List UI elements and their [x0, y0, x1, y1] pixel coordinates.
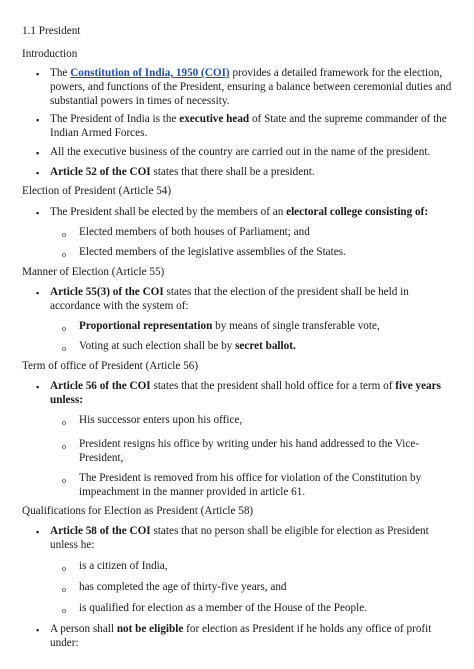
term-bullet-1-line-2 [50, 393, 83, 408]
bullet-marker: ▪ [36, 115, 40, 125]
text: The President shall be elected by the members of an [50, 206, 287, 218]
text: The [50, 67, 71, 79]
manner-sub-1 [79, 319, 380, 334]
heading-qualifications: Qualifications for Election as President (Article 58) [22, 505, 254, 517]
bold-text: Article 55(3) of the COI [50, 286, 164, 298]
text: Voting at such election shall be by [79, 340, 236, 352]
bold-text: Proportional representation [79, 320, 213, 332]
qual-sub-1: is a citizen of India, [79, 560, 168, 572]
text: states that no person shall be eligible for election as President [150, 525, 429, 537]
constitution-link[interactable]: Constitution of India, 1950 (COI) [70, 67, 230, 79]
sub-bullet-marker: o [62, 344, 66, 353]
intro-bullet-1-line-2: powers, and functions of the President, ensuring a balance between ceremonial duties and [50, 81, 452, 93]
heading-introduction: Introduction [22, 48, 78, 60]
election-sub-1: Elected members of both houses of Parliament; and [79, 226, 310, 238]
heading-term: Term of office of President (Article 56) [22, 360, 199, 372]
manner-bullet-1-line-2: accordance with the system of: [50, 300, 189, 312]
manner-bullet-1 [50, 285, 409, 300]
bullet-marker: ▪ [36, 148, 40, 158]
manner-sub-2 [79, 339, 296, 354]
sub-bullet-marker: o [62, 418, 66, 427]
election-bullet-1 [50, 205, 428, 220]
bold-text: Article 52 of the COI [50, 166, 151, 178]
text: The President of India is the [50, 113, 180, 125]
bold-text: electoral college consisting of: [286, 206, 429, 218]
term-bullet-1 [50, 379, 441, 394]
sub-bullet-marker: o [62, 564, 66, 573]
sub-bullet-marker: o [62, 606, 66, 615]
intro-bullet-2 [50, 112, 447, 127]
section-title: 1.1 President [22, 25, 81, 37]
qual-bullet-2 [50, 622, 431, 637]
bold-text: unless: [50, 394, 83, 406]
qual-sub-3: is qualified for election as a member of the House of the People. [79, 602, 367, 614]
text: by means of single transferable vote, [212, 320, 380, 332]
bold-text: Article 58 of the COI [50, 525, 151, 537]
qual-bullet-2-line-2: under: [50, 637, 79, 649]
bullet-marker: ▪ [36, 625, 40, 635]
bold-text: executive head [179, 113, 250, 125]
bullet-marker: ▪ [36, 208, 40, 218]
text: A person shall [50, 623, 117, 635]
sub-bullet-marker: o [62, 324, 66, 333]
qual-bullet-1 [50, 524, 429, 539]
election-sub-2: Elected members of the legislative assemblies of the States. [79, 246, 346, 258]
term-sub-3-line-2: impeachment in the manner provided in article 61. [79, 486, 306, 498]
term-sub-2: President resigns his office by writing under his hand addressed to the Vice- [79, 438, 420, 450]
text: for election as President if he holds any office of profit [183, 623, 432, 635]
sub-bullet-marker: o [62, 442, 66, 451]
sub-bullet-marker: o [62, 585, 66, 594]
sub-bullet-marker: o [62, 250, 66, 259]
bullet-marker: ▪ [36, 69, 40, 79]
term-sub-3: The President is removed from his office for violation of the Constitution by [79, 472, 422, 484]
heading-manner: Manner of Election (Article 55) [22, 266, 165, 278]
bullet-marker: ▪ [36, 168, 40, 178]
sub-bullet-marker: o [62, 230, 66, 239]
text: provides a detailed framework for the election, [229, 67, 443, 79]
heading-election: Election of President (Article 54) [22, 185, 172, 197]
bold-text: secret ballot. [235, 340, 296, 352]
bold-text: five years [395, 380, 441, 392]
intro-bullet-2-line-2: Indian Armed Forces. [50, 127, 148, 139]
qual-sub-2: has completed the age of thirty-five years, and [79, 581, 287, 593]
bullet-marker: ▪ [36, 288, 40, 298]
intro-bullet-3: All the executive business of the country are carried out in the name of the president. [50, 146, 431, 158]
intro-bullet-4 [50, 165, 315, 180]
term-sub-1: His successor enters upon his office, [79, 414, 243, 426]
text: states that there shall be a president. [150, 166, 315, 178]
text: states that the election of the president shall be held in [163, 286, 409, 298]
text: of State and the supreme commander of the [249, 113, 447, 125]
bullet-marker: ▪ [36, 382, 40, 392]
qual-bullet-1-line-2: unless he: [50, 539, 95, 551]
bold-text: not be eligible [116, 623, 184, 635]
intro-bullet-1-line-3: substantial powers in times of necessity. [50, 95, 230, 107]
term-sub-2-line-2: President, [79, 452, 124, 464]
bold-text: Article 56 of the COI [50, 380, 151, 392]
intro-bullet-1 [50, 66, 442, 81]
sub-bullet-marker: o [62, 476, 66, 485]
text: states that the president shall hold office for a term of [150, 380, 396, 392]
bullet-marker: ▪ [36, 527, 40, 537]
